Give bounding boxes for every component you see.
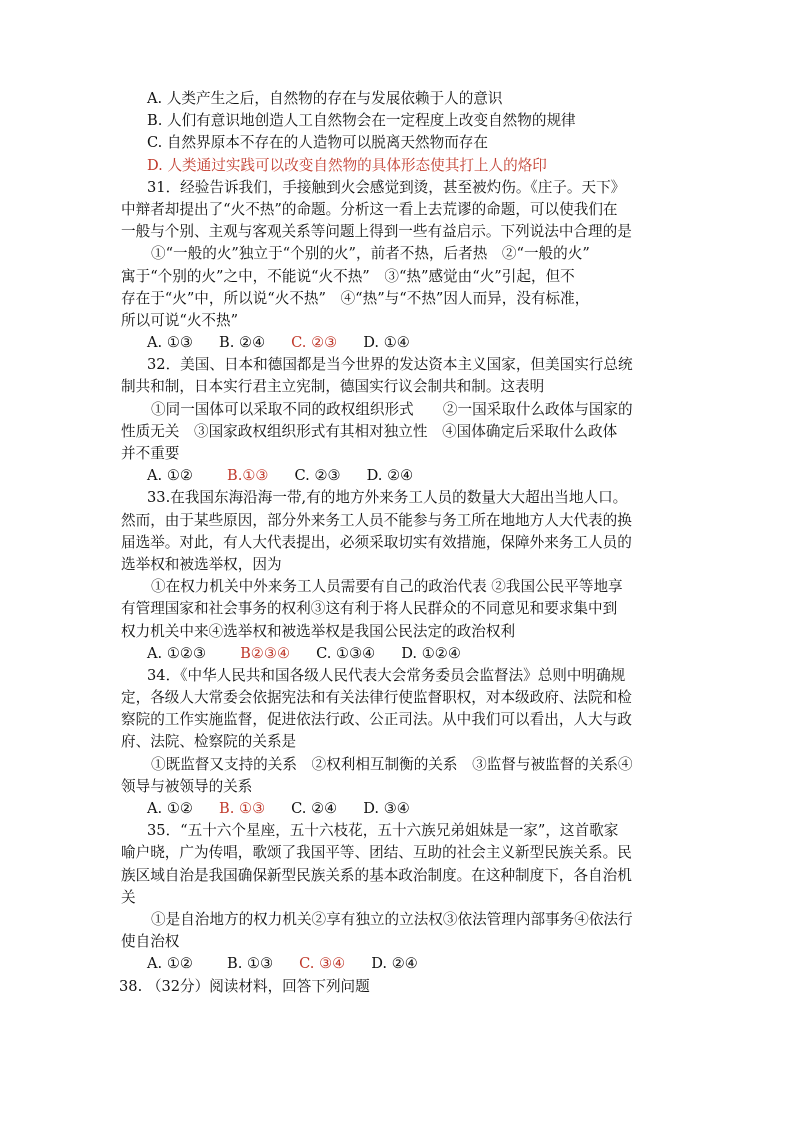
q34-statements-line: 领导与被领导的关系 [121,777,253,795]
q30-option-c: C. 自然界原本不存在的人造物可以脱离天然物而存在 [147,134,488,152]
q32-choice-d: D. ②④ [366,467,414,485]
q31-choice-b: B. ②④ [218,334,266,352]
q33-choices [121,643,677,665]
q32-choice-b-answer: B.①③ [226,467,269,485]
q35-stem-line: 族区域自治是我国确保新型民族关系的基本政治制度。在这种制度下，各自治机 [121,866,632,884]
q33-statements-line: ①在权力机关中外来务工人员需要有自己的政治代表 ②我国公民平等地享 [151,578,623,596]
q33-stem-line: 然而，由于某些原因，部分外来务工人员不能参与务工所在地地方人大代表的换 [121,511,632,529]
q35-stem-line: 喻户晓，广为传唱，歌颂了我国平等、团结、互助的社会主义新型民族关系。民 [121,844,632,862]
q35-stem-line: 35．“五十六个星座，五十六枝花，五十六族兄弟姐妹是一家”，这首歌家 [147,822,619,840]
exam-page [121,88,677,998]
q33-stem-line: 选举权和被选举权，因为 [121,555,282,573]
q31-choice-d: D. ①④ [363,334,410,352]
q34-choice-c: C. ②④ [291,800,338,817]
q32-stem-line: 32．美国、日本和德国都是当今世界的发达资本主义国家，但美国实行总统 [147,356,633,374]
q30-option-b: B. 人们有意识地创造人工自然物会在一定程度上改变自然物的规律 [147,112,576,130]
q34-choices [121,798,677,820]
q32-statements-line: 并不重要 [121,445,180,462]
q34-stem-line: 定，各级人大常委会依据宪法和有关法律行使监督职权，对本级政府、法院和检 [121,689,632,707]
q35-choice-d: D. ②④ [371,955,418,973]
q31-choices [121,332,677,354]
q34-statements-line: ①既监督又支持的关系 ②权利相互制衡的关系 ③监督与被监督的关系④ [151,755,633,773]
q32-choices [121,465,677,487]
q35-choice-a: A. ①② [147,955,193,973]
q30-option-a: A. 人类产生之后，自然物的存在与发展依赖于人的意识 [147,90,503,107]
q31-statements-line: 存在于“火”中，所以说“火不热” ④“热”与“不热”因人而异，没有标准， [121,289,590,307]
q31-stem-line: 一般与个别、主观与客观关系等问题上得到一些有益启示。下列说法中合理的是 [121,223,632,241]
q32-choice-a: A. ①② [147,467,193,485]
q34-stem-line: 府、法院、检察院的关系是 [121,733,297,751]
q33-choice-b-answer: B②③④ [240,644,291,662]
q33-choice-d: D. ①②④ [401,644,461,662]
q33-statements-line: 有管理国家和社会事务的权利③这有利于将人民群众的不同意见和要求集中到 [121,600,618,618]
q31-statements-line: 寓于“个别的火”之中，不能说“火不热” ③“热”感觉由“火”引起，但不 [121,267,575,285]
q34-stem-line: 察院的工作实施监督，促进依法行政、公正司法。从中我们可以看出，人大与政 [121,711,632,729]
q35-statements-line: 使自治权 [121,933,180,951]
q35-choice-b: B. ①③ [226,955,274,973]
q34-choice-d: D. ③④ [363,800,410,817]
q32-choice-c: C. ②③ [294,467,341,485]
q31-stem-line: 中辩者却提出了“火不热”的命题。分析这一看上去荒谬的命题，可以使我们在 [121,200,618,218]
q32-statements-line: ①同一国体可以采取不同的政权组织形式 ②一国采取什么政体与国家的 [151,400,633,418]
q31-statements-line: 所以可说“火不热” [121,311,239,329]
q34-choice-b-answer: B. ①③ [218,800,266,817]
q34-choice-a: A. ①② [147,800,193,817]
q33-stem-line: 33.在我国东海沿海一带,有的地方外来务工人员的数量大大超出当地人口。 [147,489,628,507]
q35-choices [121,953,677,975]
q32-statements-line: 性质无关 ③国家政权组织形式有其相对独立性 ④国体确定后采取什么政体 [121,422,618,440]
q32-stem-line: 制共和制，日本实行君主立宪制，德国实行议会制共和制。这表明 [121,378,545,396]
q35-choice-c-answer: C. ③④ [299,955,346,973]
q31-choice-c-answer: C. ②③ [291,334,338,352]
q34-stem-line: 34．《中华人民共和国各级人民代表大会常务委员会监督法》总则中明确规 [147,666,626,684]
q31-statements-line: ①“一般的火”独立于“个别的火”，前者不热，后者热 ②“一般的火” [151,245,590,263]
q35-stem-line: 关 [121,888,136,906]
q33-choice-c: C. ①③④ [316,644,376,662]
q35-statements-line: ①是自治地方的权力机关②享有独立的立法权③依法管理内部事务④依法行 [151,910,633,928]
q38-heading: 38. （32分）阅读材料，回答下列问题 [119,977,370,995]
q33-choice-a: A. ①②③ [147,644,207,662]
q33-stem-line: 届选举。对此，有人大代表提出，必须采取切实有效措施，保障外来务工人员的 [121,533,632,551]
q33-statements-line: 权力机关中来④选举权和被选举权是我国公民法定的政治权利 [121,622,516,640]
q30-option-d-answer: D. 人类通过实践可以改变自然物的具体形态使其打上人的烙印 [147,156,547,174]
q31-stem-line: 31．经验告诉我们，手接触到火会感觉到烫，甚至被灼伤。《庄子。天下》 [147,178,626,196]
q31-choice-a: A. ①③ [147,334,193,352]
